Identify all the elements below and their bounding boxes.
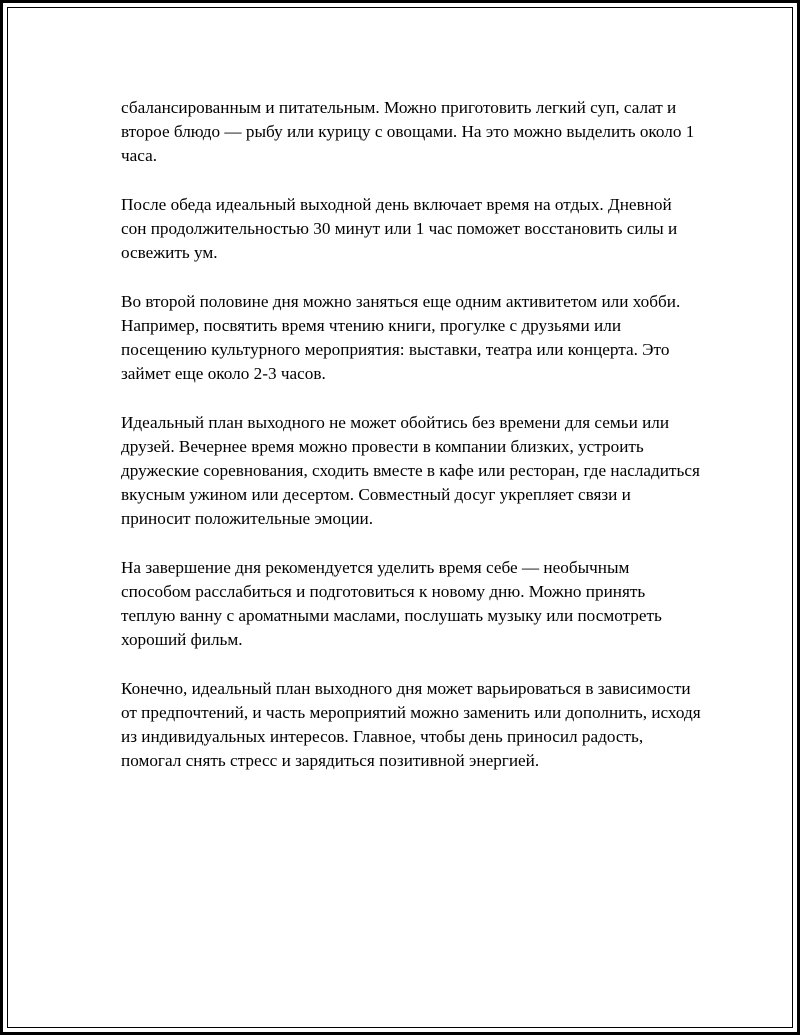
paragraph-3: Во второй половине дня можно заняться еще одним активитетом или хобби. Например, посвятить время чтению книги, прогулке с друзьями или посещению культурного мероприятия: выставки, театра или концерта. Это займет еще около 2-3 часов.: [121, 291, 681, 384]
document-body: [121, 96, 701, 798]
paragraph-1: сбалансированным и питательным. Можно приготовить легкий суп, салат и второе блюдо — рыбу или курицу с овощами. На это можно выделить около 1 часа.: [121, 98, 695, 166]
paragraph-2: После обеда идеальный выходной день включает время на отдых. Дневной сон продолжительностью 30 минут или 1 час поможет восстановить силы и освежить ум.: [121, 194, 678, 263]
paragraph-5: На завершение дня рекомендуется уделить время себе — необычным способом расслабиться и подготовиться к новому дню. Можно принять теплую ванну с ароматными маслами, послушать музыку или посмотреть хороший фильм.: [121, 557, 662, 650]
paragraph-4: Идеальный план выходного не может обойтись без времени для семьи или друзей. Вечернее время можно провести в компании близких, устроить дружеские соревнования, сходить вместе в кафе или ресторан, где насладиться вкусным ужином или десертом. Совместный досуг укрепляет связи и приносит положительные эмоции.: [121, 412, 700, 529]
paragraph-6: Конечно, идеальный план выходного дня может варьироваться в зависимости от предпочтений, и часть мероприятий можно заменить или дополнить, исходя из индивидуальных интересов. Главное, чтобы день приносил радость, помогал снять стресс и зарядиться позитивной энергией.: [121, 678, 701, 771]
